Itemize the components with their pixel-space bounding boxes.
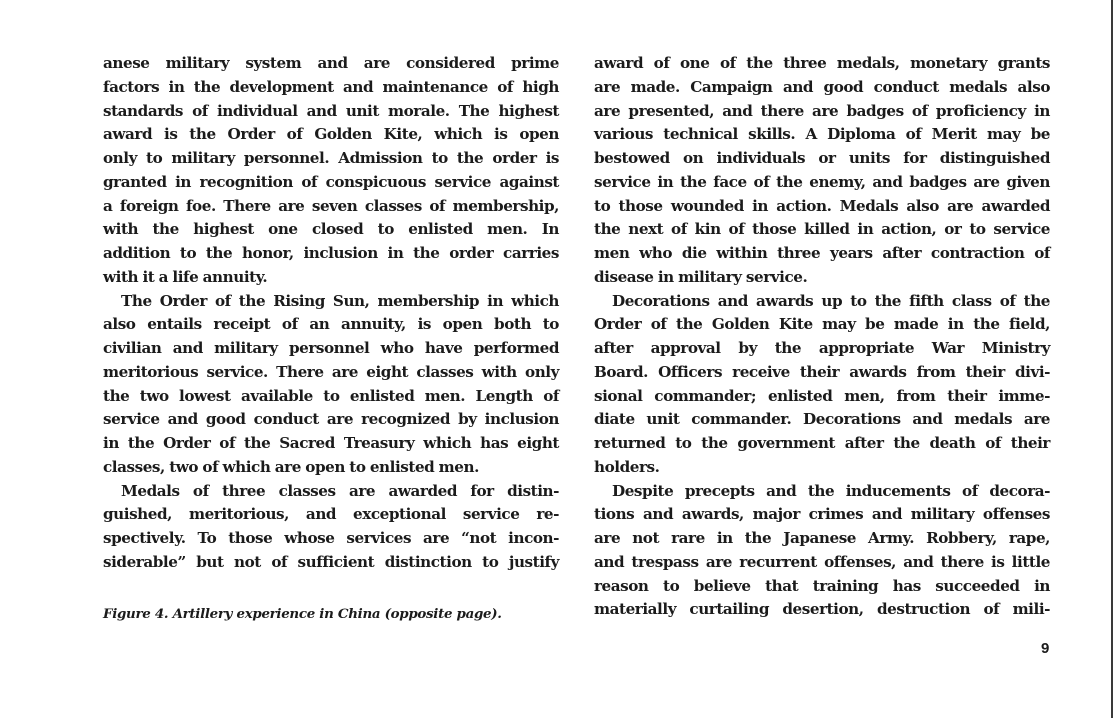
- text-line: spectively. To those whose services are “not incon-: [103, 529, 559, 547]
- text-line: service in the face of the enemy, and badges are given: [594, 172, 1050, 191]
- text-line: anese military system and are considered prime: [103, 54, 559, 72]
- text-line: civilian and military personnel who have performed: [103, 339, 559, 357]
- text-line: and trespass are recurrent offenses, and there is little: [594, 552, 1050, 571]
- text-line: meritorious service. There are eight classes with only: [103, 362, 559, 381]
- text-line: Order of the Golden Kite may be made in the field,: [594, 315, 1050, 334]
- text-line: reason to believe that training has succeeded in: [594, 576, 1050, 595]
- text-line: the next of kin of those killed in action, or to service: [594, 220, 1050, 239]
- text-line: are not rare in the Japanese Army. Robbery, rape,: [594, 529, 1050, 547]
- text-line: returned to the government after the death of their: [594, 434, 1050, 452]
- text-line: siderable” but not of sufficient distinction to justify: [103, 552, 559, 571]
- text-line: with it a life annuity.: [103, 267, 268, 286]
- text-line: tions and awards, major crimes and military offenses: [594, 505, 1050, 524]
- text-line: factors in the development and maintenance of high: [103, 77, 559, 96]
- text-line: addition to the honor, inclusion in the order carries: [103, 244, 559, 262]
- text-line: sional commander; enlisted men, from their imme-: [594, 386, 1050, 405]
- text-line: are made. Campaign and good conduct medals also: [594, 77, 1050, 96]
- text-line: men who die within three years after contraction of: [594, 244, 1050, 262]
- text-line: are presented, and there are badges of proficiency in: [594, 101, 1050, 120]
- page-number: 9: [1041, 640, 1050, 657]
- text-line: bestowed on individuals or units for distinguished: [594, 149, 1050, 167]
- text-line: also entails receipt of an annuity, is open both to: [103, 315, 559, 334]
- text-line: various technical skills. A Diploma of Merit may be: [594, 125, 1050, 144]
- text-line: disease in military service.: [594, 267, 808, 286]
- text-line: a foreign foe. There are seven classes of membership,: [103, 196, 559, 215]
- text-line: diate unit commander. Decorations and medals are: [594, 410, 1050, 429]
- text-line: only to military personnel. Admission to the order is: [103, 149, 559, 167]
- text-line: materially curtailing desertion, destruction of mili-: [594, 600, 1050, 619]
- text-line: award of one of the three medals, monetary grants: [594, 54, 1050, 72]
- figure-caption: Figure 4. Artillery experience in China (opposite page).: [103, 606, 502, 622]
- page-edge-divider: [1111, 0, 1113, 718]
- text-line: service and good conduct are recognized by inclusion: [103, 410, 559, 429]
- text-line: holders.: [594, 457, 660, 476]
- text-line: Medals of three classes are awarded for distin-: [121, 481, 559, 500]
- text-line: Board. Officers receive their awards from their divi-: [594, 362, 1050, 381]
- text-line: in the Order of the Sacred Treasury which has eight: [103, 434, 559, 452]
- text-line: classes, two of which are open to enlisted men.: [103, 457, 479, 476]
- text-line: standards of individual and unit morale. The highest: [103, 101, 559, 120]
- text-line: award is the Order of Golden Kite, which is open: [103, 125, 559, 144]
- text-line: Despite precepts and the inducements of decora-: [612, 481, 1050, 500]
- text-line: the two lowest available to enlisted men. Length of: [103, 386, 559, 405]
- text-line: with the highest one closed to enlisted men. In: [103, 220, 559, 239]
- text-line: Decorations and awards up to the fifth class of the: [612, 291, 1050, 310]
- text-line: after approval by the appropriate War Ministry: [594, 339, 1050, 357]
- text-line: guished, meritorious, and exceptional service re-: [103, 505, 559, 524]
- text-line: granted in recognition of conspicuous service against: [103, 172, 559, 191]
- text-line: to those wounded in action. Medals also are awarded: [594, 196, 1050, 215]
- left-column: [103, 52, 559, 575]
- text-line: The Order of the Rising Sun, membership in which: [121, 291, 559, 310]
- right-column: [594, 52, 1050, 622]
